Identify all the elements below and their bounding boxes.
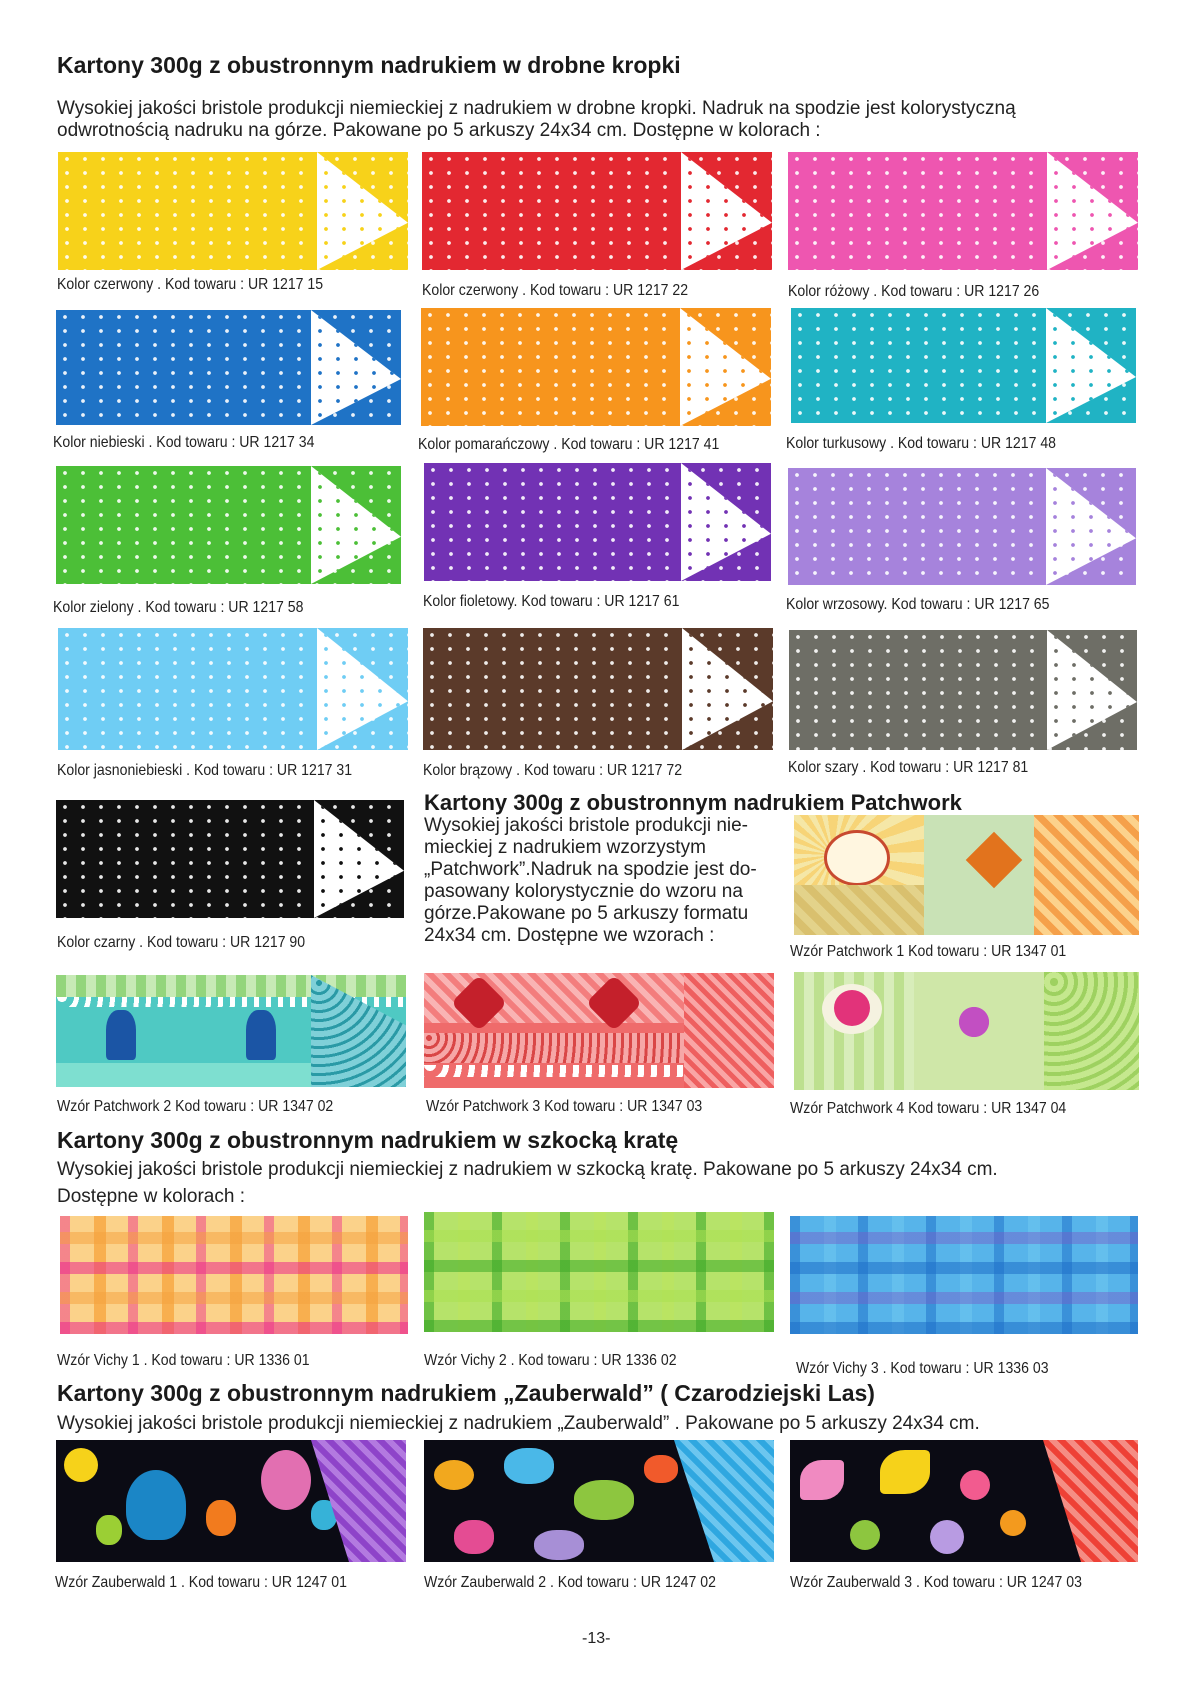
section-title-vichy: Kartony 300g z obustronnym nadrukiem w szkocką kratę (57, 1127, 679, 1153)
lily-icon (944, 992, 1004, 1052)
tree-icon (126, 1470, 186, 1540)
section-title-dots: Kartony 300g z obustronnym nadrukiem w drobne kropki (57, 52, 681, 78)
section-title-patchwork: Kartony 300g z obustronnym nadrukiem Patchwork (424, 790, 962, 815)
patchwork-2-swatch (56, 975, 406, 1087)
dot-swatch-reverse-side (682, 628, 773, 750)
dot-swatch-caption: Kolor fioletowy. Kod towaru : UR 1217 61 (423, 593, 680, 610)
dot-swatch-reverse-side (681, 463, 771, 581)
dot-swatch-caption: Kolor brązowy . Kod towaru : UR 1217 72 (423, 762, 683, 779)
dot-swatch-reverse-side (311, 310, 401, 425)
animal-icon (454, 1520, 494, 1554)
owl-icon (206, 1500, 236, 1536)
animal-icon (534, 1530, 584, 1560)
dot-swatch-10 (58, 628, 408, 750)
dot-swatch-caption: Kolor czarny . Kod towaru : UR 1217 90 (57, 934, 306, 951)
dot-swatch-1 (58, 152, 408, 270)
patchwork-3-swatch (424, 973, 774, 1088)
dot-swatch-3 (788, 152, 1138, 270)
zauberwald-1-caption: Wzór Zauberwald 1 . Kod towaru : UR 1247 01 (55, 1574, 347, 1591)
dot-swatch-7 (56, 466, 401, 584)
flower-icon (930, 1520, 964, 1554)
dot-swatch-5 (421, 308, 771, 426)
dot-swatch-8 (424, 463, 771, 581)
owl-icon (96, 1515, 122, 1545)
flower-icon (1000, 1510, 1026, 1536)
dot-swatch-reverse-side (311, 466, 401, 584)
dot-swatch-reverse-side (1046, 308, 1136, 423)
dot-swatch-caption: Kolor jasnoniebieski . Kod towaru : UR 1217 31 (57, 762, 353, 779)
patchwork-3-caption: Wzór Patchwork 3 Kod towaru : UR 1347 03 (426, 1098, 703, 1115)
zauberwald-1-swatch (56, 1440, 406, 1562)
butterfly-icon (800, 1460, 844, 1500)
dot-swatch-12 (789, 630, 1137, 750)
patchwork-4-swatch (794, 972, 1139, 1090)
flower-icon (960, 1470, 990, 1500)
dot-swatch-reverse-side (317, 628, 408, 750)
section-title-zauberwald: Kartony 300g z obustronnym nadrukiem „Zauberwald” ( Czarodziejski Las) (57, 1380, 875, 1406)
dot-swatch-reverse-side (314, 800, 404, 918)
patchwork-1-caption: Wzór Patchwork 1 Kod towaru : UR 1347 01 (790, 943, 1067, 960)
animal-icon (504, 1448, 554, 1484)
vichy-2-swatch (424, 1212, 774, 1332)
dot-swatch-reverse-side (1047, 630, 1137, 750)
section-desc-dots-line1: Wysokiej jakości bristole produkcji niemieckiej z nadrukiem w drobne kropki. Nadruk na spodzie jest kolorystyczną (57, 98, 1016, 119)
patchwork-desc-line: „Patchwork”.Nadruk na spodzie jest do- (424, 859, 757, 880)
patchwork-desc-line: górze.Pakowane po 5 arkuszy formatu (424, 903, 749, 924)
dot-swatch-reverse-side (681, 152, 772, 270)
butterfly-badge-icon (824, 830, 890, 886)
dot-swatch-4 (56, 310, 401, 425)
dot-swatch-reverse-side (1047, 152, 1138, 270)
flower-icon (834, 990, 870, 1026)
dot-swatch-13 (56, 800, 404, 918)
patchwork-desc-line: pasowany kolorystycznie do wzoru na (424, 881, 743, 902)
page-number: -13- (582, 1630, 611, 1647)
animal-icon (434, 1460, 474, 1490)
bird-icon (246, 1010, 276, 1060)
dot-swatch-caption: Kolor turkusowy . Kod towaru : UR 1217 48 (786, 435, 1057, 452)
raccoon-icon (574, 1480, 634, 1520)
section-desc-vichy-line2: Dostępne w kolorach : (57, 1186, 245, 1207)
bird-icon (106, 1010, 136, 1060)
patchwork-desc-line: Wysokiej jakości bristole produkcji nie- (424, 815, 749, 836)
dot-swatch-caption: Kolor zielony . Kod towaru : UR 1217 58 (53, 599, 304, 616)
section-desc-dots-line2: odwrotnością nadruku na górze. Pakowane po 5 arkuszy 24x34 cm. Dostępne w kolorach : (57, 120, 821, 141)
patchwork-desc-line: 24x34 cm. Dostępne we wzorach : (424, 925, 715, 946)
butterfly-icon (880, 1450, 930, 1494)
vichy-2-caption: Wzór Vichy 2 . Kod towaru : UR 1336 02 (424, 1352, 677, 1369)
patchwork-desc-line: mieckiej z nadrukiem wzorzystym (424, 837, 706, 858)
dot-swatch-caption: Kolor niebieski . Kod towaru : UR 1217 34 (53, 434, 315, 451)
dot-swatch-caption: Kolor wrzosowy. Kod towaru : UR 1217 65 (786, 596, 1050, 613)
dot-swatch-caption: Kolor czerwony . Kod towaru : UR 1217 15 (57, 276, 324, 293)
vichy-3-caption: Wzór Vichy 3 . Kod towaru : UR 1336 03 (796, 1360, 1049, 1377)
dot-swatch-caption: Kolor szary . Kod towaru : UR 1217 81 (788, 759, 1029, 776)
dot-swatch-caption: Kolor różowy . Kod towaru : UR 1217 26 (788, 283, 1040, 300)
dot-swatch-caption: Kolor czerwony . Kod towaru : UR 1217 22 (422, 282, 689, 299)
section-desc-vichy-line1: Wysokiej jakości bristole produkcji niemieckiej z nadrukiem w szkocką kratę. Pakowane po 5 arkuszy 24x34 cm. (57, 1159, 998, 1180)
moon-icon (64, 1448, 98, 1482)
dot-swatch-reverse-side (317, 152, 408, 270)
fox-icon (644, 1455, 678, 1483)
patchwork-4-caption: Wzór Patchwork 4 Kod towaru : UR 1347 04 (790, 1100, 1067, 1117)
dot-swatch-reverse-side (680, 308, 771, 426)
zauberwald-2-caption: Wzór Zauberwald 2 . Kod towaru : UR 1247 02 (424, 1574, 716, 1591)
zauberwald-2-swatch (424, 1440, 774, 1562)
tree-icon (261, 1450, 311, 1510)
vichy-1-swatch (60, 1216, 408, 1334)
dot-swatch-6 (791, 308, 1136, 423)
dot-swatch-2 (422, 152, 772, 270)
section-desc-zauberwald: Wysokiej jakości bristole produkcji niemieckiej z nadrukiem „Zauberwald” . Pakowane po 5 arkuszy 24x34 cm. (57, 1413, 980, 1434)
patchwork-1-swatch (794, 815, 1139, 935)
flower-icon (850, 1520, 880, 1550)
patchwork-2-caption: Wzór Patchwork 2 Kod towaru : UR 1347 02 (57, 1098, 334, 1115)
vichy-1-caption: Wzór Vichy 1 . Kod towaru : UR 1336 01 (57, 1352, 310, 1369)
dot-swatch-reverse-side (1046, 468, 1136, 585)
dot-swatch-9 (788, 468, 1136, 585)
dot-swatch-11 (423, 628, 773, 750)
dot-swatch-caption: Kolor pomarańczowy . Kod towaru : UR 1217 41 (418, 436, 720, 453)
zauberwald-3-swatch (790, 1440, 1138, 1562)
zauberwald-3-caption: Wzór Zauberwald 3 . Kod towaru : UR 1247 03 (790, 1574, 1082, 1591)
vichy-3-swatch (790, 1216, 1138, 1334)
